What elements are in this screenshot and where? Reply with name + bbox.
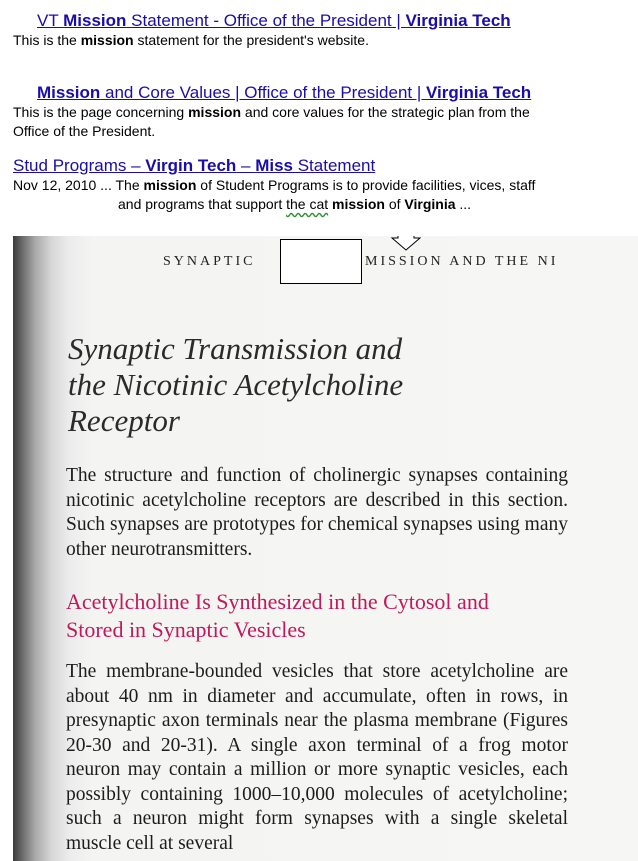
bold-keyword: Virginia (404, 196, 456, 212)
result-snippet (13, 31, 369, 50)
result-snippet (118, 195, 471, 214)
result-title-link[interactable] (37, 83, 531, 103)
bold-keyword: mission (143, 177, 197, 193)
text-run: This is the page concerning (13, 104, 189, 120)
chapter-title-line: Receptor (68, 403, 180, 438)
result-snippet (13, 122, 155, 141)
bold-keyword: mission (188, 104, 242, 120)
bold-keyword: Mission (37, 83, 101, 102)
bold-keyword: Virginia Tech (426, 83, 532, 102)
text-run: ... (455, 196, 472, 212)
text-run: and core values for the strategic plan from the (241, 104, 530, 120)
text-run: of Student Programs is to provide facilities, vices, staff (196, 177, 536, 193)
bold-keyword: Miss (255, 156, 293, 175)
text-run: the cat (286, 196, 329, 212)
running-head-right: MISSION AND THE NI (365, 254, 559, 269)
text-run: and programs that support (118, 196, 287, 212)
text-run: Statement (293, 156, 376, 175)
chapter-title-line: Synaptic Transmission and (68, 331, 403, 366)
bold-keyword: mission (332, 196, 385, 212)
scanned-book-page (13, 236, 638, 861)
text-run: This is the (13, 32, 81, 48)
bold-keyword: mission (80, 32, 134, 48)
result-title-link[interactable] (37, 11, 511, 31)
text-run: VT (37, 11, 64, 30)
text-run: Statement - Office of the President | (126, 11, 406, 30)
redaction-box (280, 239, 362, 284)
text-run: Office of the President. (13, 123, 156, 139)
intro-paragraph: The structure and function of cholinergic synapses containing nicotinic acetylcholine receptors are described in this section. Such synapses are prototypes for chemical synapses using many other neurotransmitters. (66, 465, 568, 560)
text-run: Stud Programs – (13, 156, 146, 175)
body-paragraph: The membrane-bounded vesicles that store acetylcholine are about 40 nm in diameter and accumulate, often in rows, in presynaptic axon terminals near the plasma membrane (Figures 20-30 and 20-31). A single axon terminal of a frog motor neuron may contain a million or more synaptic vesicles, each possibly containing 1000–10,000 molecules of acetylcholine; such a neuron might form synapses with a single skeletal muscle cell at several (66, 661, 568, 854)
section-heading: Acetylcholine Is Synthesized in the Cytosol and Stored in Synaptic Vesicles (66, 589, 489, 642)
text-run: statement for the president's website. (133, 32, 369, 48)
result-snippet (13, 176, 535, 195)
bold-keyword: Virginia Tech (405, 11, 511, 30)
text-run: Nov 12, 2010 ... The (13, 177, 144, 193)
bold-keyword: Mission (63, 11, 127, 30)
text-run: of (384, 196, 405, 212)
result-snippet (13, 103, 530, 122)
down-arrow-icon (380, 236, 432, 254)
text-run: – (236, 156, 256, 175)
bold-keyword: Virgin Tech (145, 156, 237, 175)
chapter-title-line: the Nicotinic Acetylcholine (68, 367, 404, 402)
result-title-link[interactable] (13, 156, 375, 176)
text-run: and Core Values | Office of the President | (100, 83, 427, 102)
chapter-title (68, 331, 548, 439)
running-head-left: SYNAPTIC (163, 254, 256, 269)
